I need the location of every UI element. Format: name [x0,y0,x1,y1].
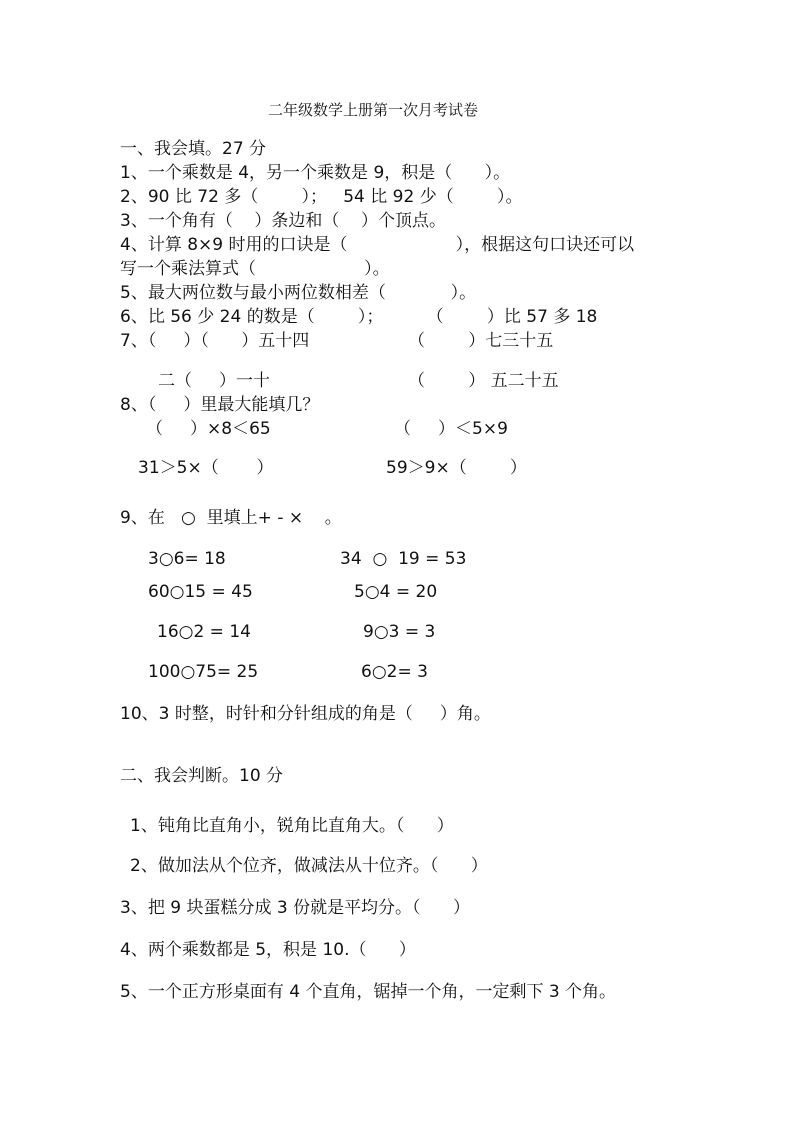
q9-row-2-left: 60○15 = 45 [148,582,253,602]
q9-row-3-left: 16○2 = 14 [157,622,251,642]
question-2: 2、90 比 72 多（ ）； 54 比 92 少（ ）。 [120,187,523,207]
question-8-row2-left: 31＞5×（ ） [138,458,274,478]
judge-item-2: 2、做加法从个位齐，做减法从十位齐。（ ） [130,856,488,876]
question-9: 9、在 ○ 里填上+ - × 。 [120,508,342,528]
q9-row-4-left: 100○75= 25 [148,662,259,682]
q9-row-4-right: 6○2= 3 [361,662,428,682]
judge-item-4: 4、两个乘数都是 5，积是 10.（ ） [120,940,416,960]
question-10: 10、3 时整，时针和分针组成的角是（ ）角。 [120,704,491,724]
question-7-row2-left: 二（ ）一十 [158,371,271,391]
q9-row-1-left: 3○6= 18 [148,549,226,569]
judge-item-1: 1、钝角比直角小，锐角比直角大。（ ） [130,816,454,836]
question-6: 6、比 56 少 24 的数是（ ）； （ ）比 57 多 18 [120,307,598,327]
exam-title: 二年级数学上册第一次月考试卷 [268,101,479,119]
question-8-row1-left: （ ）×8＜65 [146,419,271,439]
question-4-line2: 写一个乘法算式（ ）。 [120,259,390,279]
question-3: 3、一个角有（ ）条边和（ ）个顶点。 [120,211,447,231]
question-7-row1-left: 7、（ ）（ ）五十四 [120,331,310,351]
q9-row-2-right: 5○4 = 20 [354,582,438,602]
section2-heading: 二、我会判断。10 分 [120,766,284,786]
judge-item-3: 3、把 9 块蛋糕分成 3 份就是平均分。（ ） [120,898,470,918]
q9-row-3-right: 9○3 = 3 [363,622,436,642]
question-5: 5、最大两位数与最小两位数相差（ ）。 [120,283,477,303]
question-7-row2-right: （ ） 五二十五 [408,371,559,391]
judge-item-5: 5、一个正方形桌面有 4 个直角，锯掉一个角，一定剩下 3 个角。 [120,982,617,1002]
question-8: 8、（ ）里最大能填几？ [120,395,320,415]
section1-heading: 一、我会填。27 分 [120,139,267,159]
question-7-row1-right: （ ）七三十五 [408,331,554,351]
q9-row-1-right: 34 ○ 19 = 53 [340,549,467,569]
question-4-line1: 4、计算 8×9 时用的口诀是（ ），根据这句口诀还可以 [120,235,635,255]
question-1: 1、一个乘数是 4，另一个乘数是 9，积是（ ）。 [120,163,511,183]
question-8-row1-right: （ ）＜5×9 [394,419,508,439]
question-8-row2-right: 59＞9×（ ） [386,458,527,478]
